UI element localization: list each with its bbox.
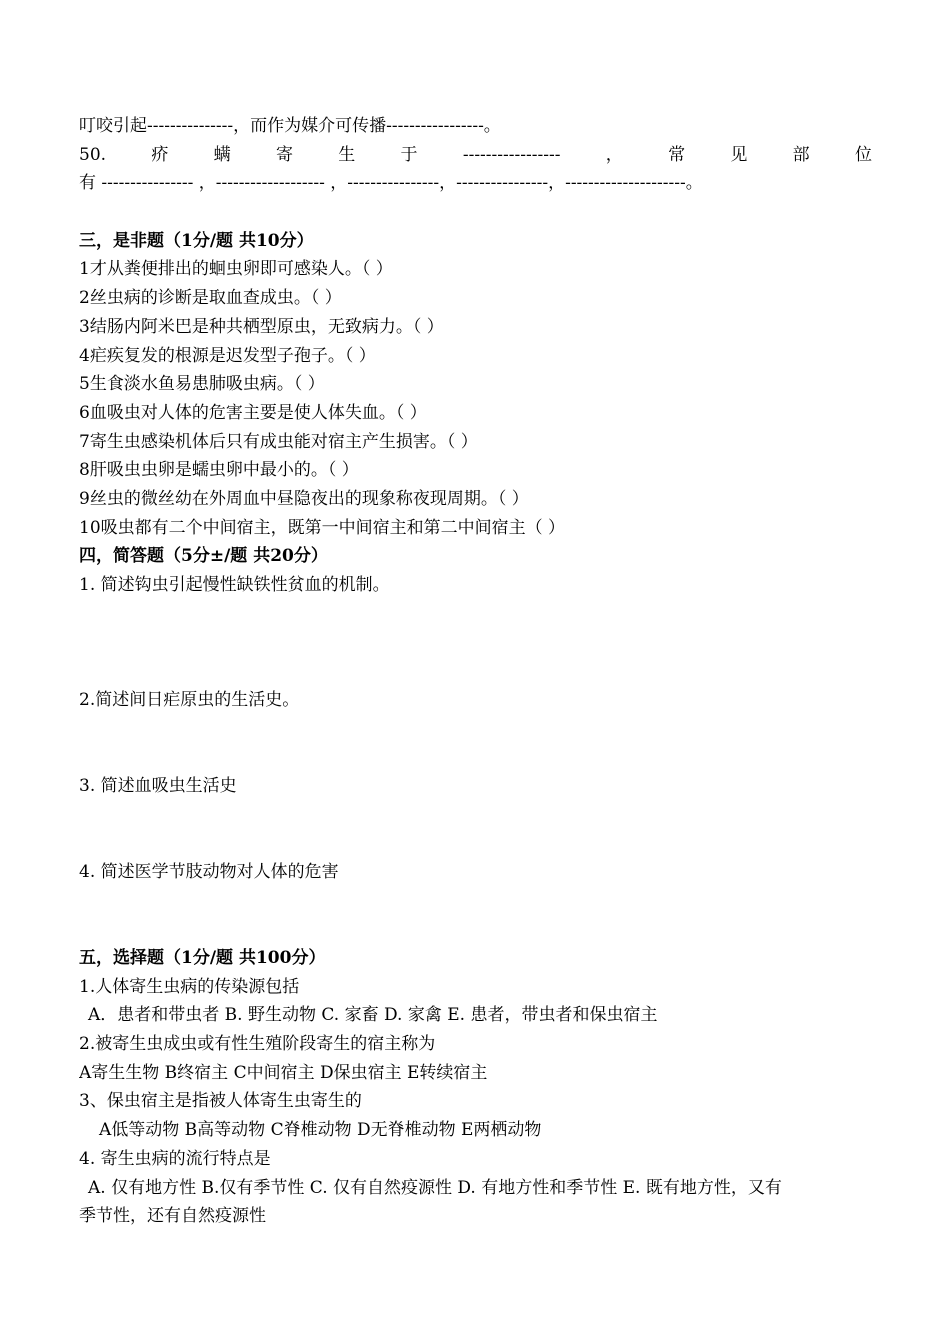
choice-question: 3、保虫宿主是指被人体寄生虫寄生的 (79, 1091, 362, 1112)
choice-options-continued: 季节性，还有自然疫源性 (79, 1206, 266, 1227)
q50-token: 部 (792, 144, 810, 165)
section-4-title: 四，简答题（5分±/题 共20分） (79, 546, 328, 567)
text-line: 叮咬引起---------------，而作为媒介可传播-----------------。 (79, 116, 501, 136)
question-50-line1 (79, 141, 872, 170)
true-false-item: 9丝虫的微丝幼在外周血中昼隐夜出的现象称夜现周期。（ ） (79, 488, 529, 509)
short-answer-item: 3. 简述血吸虫生活史 (79, 775, 237, 796)
short-answer-item: 4. 简述医学节肢动物对人体的危害 (79, 861, 339, 882)
q50-token: 于 (400, 144, 418, 165)
answer-space (79, 600, 872, 657)
question-50-line2: 有 ---------------- ，------------------- ，----------------，----------------，---------------------。 (79, 173, 703, 194)
choice-options: A．患者和带虫者 B. 野生动物 C. 家畜 D. 家禽 E. 患者，带虫者和保虫宿主 (88, 1005, 658, 1026)
document-page (79, 112, 872, 1231)
q50-blank: ----------------- (462, 144, 561, 165)
choice-question: 2.被寄生虫成虫或有性生殖阶段寄生的宿主称为 (79, 1034, 436, 1055)
choice-question: 1.人体寄生虫病的传染源包括 (79, 976, 300, 997)
q50-token: 寄 (275, 144, 293, 165)
q50-token: ， (605, 144, 623, 165)
q50-token: 常 (668, 144, 686, 165)
true-false-item: 4疟疾复发的根源是迟发型子孢子。（ ） (79, 345, 376, 366)
q50-token: 50. (79, 144, 107, 165)
true-false-item: 6血吸虫对人体的危害主要是使人体失血。（ ） (79, 402, 427, 423)
q50-token: 疥 (151, 144, 169, 165)
true-false-item: 8肝吸虫虫卵是蠕虫卵中最小的。（ ） (79, 460, 359, 481)
true-false-item: 3结肠内阿米巴是种共栖型原虫，无致病力。（ ） (79, 316, 444, 337)
true-false-item: 1才从粪便排出的蛔虫卵即可感染人。（ ） (79, 259, 393, 280)
answer-space (79, 657, 872, 686)
true-false-item: 2丝虫病的诊断是取血查成虫。（ ） (79, 288, 342, 309)
q50-token: 位 (854, 144, 872, 165)
choice-options: A. 仅有地方性 B.仅有季节性 C. 仅有自然疫源性 D. 有地方性和季节性 E. 既有地方性，又有 (88, 1177, 782, 1198)
q50-token: 生 (338, 144, 356, 165)
choice-options: A低等动物 B高等动物 C脊椎动物 D无脊椎动物 E两栖动物 (99, 1120, 542, 1141)
answer-space (79, 801, 872, 858)
spacer (79, 198, 872, 227)
answer-space (79, 714, 872, 771)
q50-token: 螨 (213, 144, 231, 165)
section-5-title: 五，选择题（1分/题 共100分） (79, 948, 326, 968)
choice-question: 4. 寄生虫病的流行特点是 (79, 1148, 271, 1169)
section-3-title: 三，是非题（1分/题 共10分） (79, 230, 314, 251)
true-false-item: 10吸虫都有二个中间宿主，既第一中间宿主和第二中间宿主（ ） (79, 517, 566, 538)
choice-options: A寄生生物 B终宿主 C中间宿主 D保虫宿主 E转续宿主 (79, 1062, 488, 1083)
answer-space (79, 887, 872, 944)
true-false-item: 7寄生虫感染机体后只有成虫能对宿主产生损害。（ ） (79, 431, 478, 452)
q50-token: 见 (730, 144, 748, 165)
short-answer-item: 2.简述间日疟原虫的生活史。 (79, 689, 300, 710)
true-false-item: 5生食淡水鱼易患肺吸虫病。（ ） (79, 374, 325, 395)
short-answer-item: 1. 简述钩虫引起慢性缺铁性贫血的机制。 (79, 575, 390, 595)
